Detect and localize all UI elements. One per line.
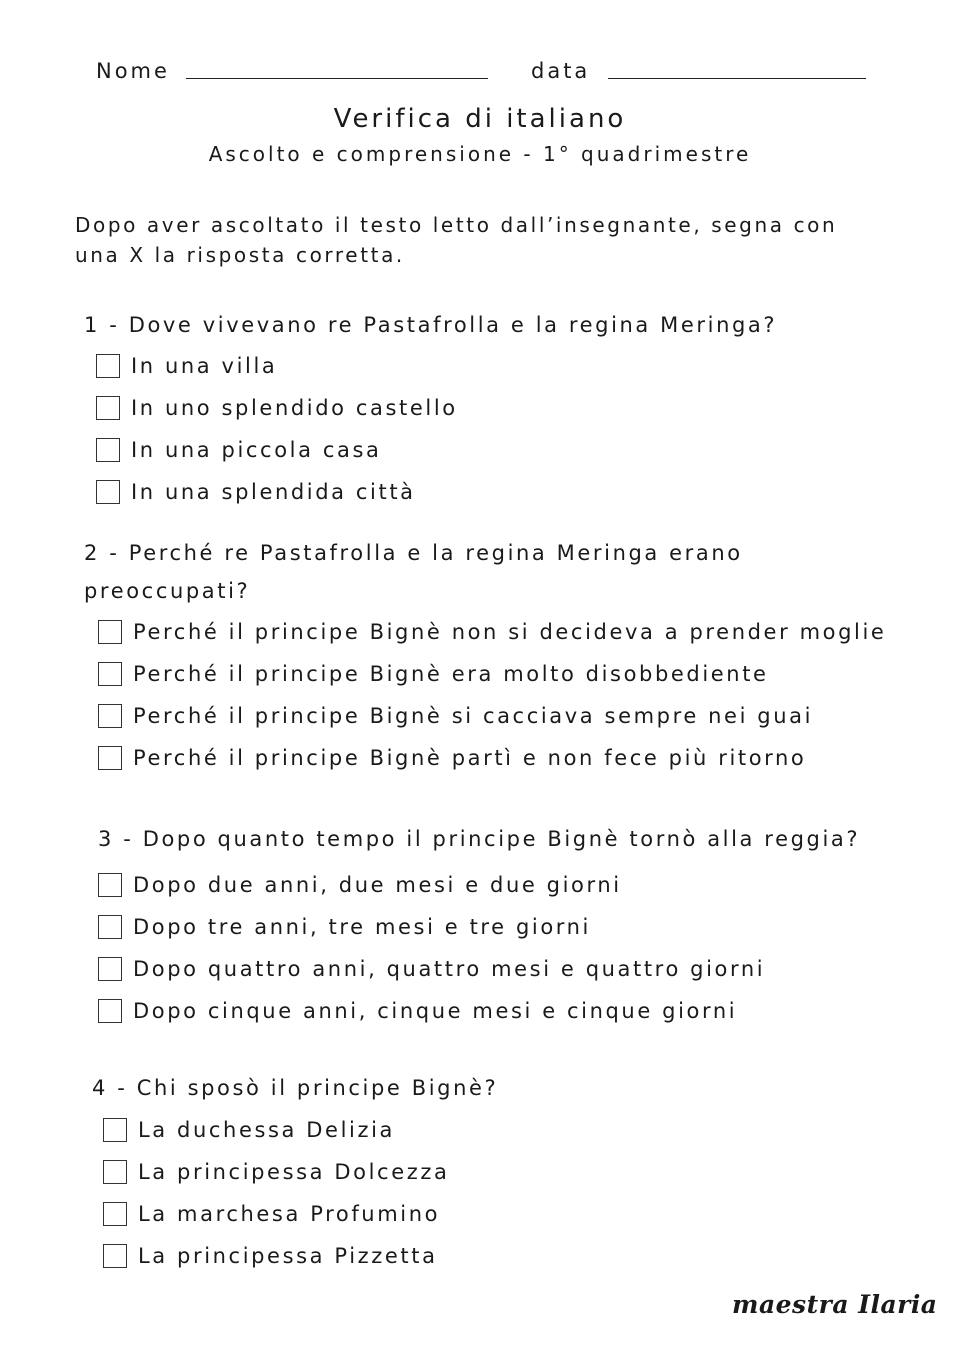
option-label: In una piccola casa xyxy=(131,438,382,462)
checkbox[interactable] xyxy=(98,873,122,897)
checkbox[interactable] xyxy=(96,438,120,462)
checkbox[interactable] xyxy=(98,999,122,1023)
checkbox[interactable] xyxy=(96,396,120,420)
question-3-option-4[interactable] xyxy=(98,999,737,1023)
option-label: Dopo due anni, due mesi e due giorni xyxy=(133,873,622,897)
question-3-option-1[interactable] xyxy=(98,873,622,897)
page-subtitle: Ascolto e comprensione - 1° quadrimestre xyxy=(208,142,752,166)
option-label: Dopo tre anni, tre mesi e tre giorni xyxy=(133,915,591,939)
checkbox[interactable] xyxy=(103,1118,127,1142)
question-4-option-2[interactable] xyxy=(103,1160,449,1184)
question-1-option-2[interactable] xyxy=(96,396,458,420)
option-label: Perché il principe Bignè non si decideva a prender moglie xyxy=(133,620,887,644)
option-label: La marchesa Profumino xyxy=(138,1202,441,1226)
question-2-text-line-1: 2 - Perché re Pastafrolla e la regina Meringa erano xyxy=(84,541,743,565)
checkbox[interactable] xyxy=(96,354,120,378)
question-2-text-line-2: preoccupati? xyxy=(84,579,251,603)
option-label: In una villa xyxy=(131,354,278,378)
question-2-option-3[interactable] xyxy=(98,704,813,728)
question-2-option-4[interactable] xyxy=(98,746,806,770)
checkbox[interactable] xyxy=(98,746,122,770)
question-3-text: 3 - Dopo quanto tempo il principe Bignè tornò alla reggia? xyxy=(98,827,861,851)
question-2-option-1[interactable] xyxy=(98,620,886,644)
option-label: Perché il principe Bignè era molto disobbediente xyxy=(133,662,769,686)
question-1-option-3[interactable] xyxy=(96,438,381,462)
checkbox[interactable] xyxy=(103,1202,127,1226)
date-field-line[interactable] xyxy=(608,78,866,79)
checkbox[interactable] xyxy=(103,1244,127,1268)
option-label: La principessa Pizzetta xyxy=(138,1244,438,1268)
option-label: La duchessa Delizia xyxy=(138,1118,395,1142)
question-4-option-4[interactable] xyxy=(103,1244,438,1268)
checkbox[interactable] xyxy=(96,480,120,504)
instructions-line-2: una X la risposta corretta. xyxy=(75,243,405,267)
name-field-line[interactable] xyxy=(186,78,488,79)
question-3-option-2[interactable] xyxy=(98,915,591,939)
question-4-option-1[interactable] xyxy=(103,1118,395,1142)
checkbox[interactable] xyxy=(98,620,122,644)
question-4-option-3[interactable] xyxy=(103,1202,440,1226)
question-3-option-3[interactable] xyxy=(98,957,765,981)
option-label: In uno splendido castello xyxy=(131,396,458,420)
date-label: data xyxy=(531,59,591,83)
option-label: Perché il principe Bignè partì e non fece più ritorno xyxy=(133,746,807,770)
checkbox[interactable] xyxy=(98,957,122,981)
question-4-text: 4 - Chi sposò il principe Bignè? xyxy=(92,1076,499,1100)
question-2-option-2[interactable] xyxy=(98,662,769,686)
author-signature: maestra Ilaria xyxy=(732,1290,938,1319)
checkbox[interactable] xyxy=(98,662,122,686)
option-label: Dopo quattro anni, quattro mesi e quattro giorni xyxy=(133,957,766,981)
checkbox[interactable] xyxy=(98,915,122,939)
instructions-line-1: Dopo aver ascoltato il testo letto dall’insegnante, segna con xyxy=(75,213,838,237)
question-1-text: 1 - Dove vivevano re Pastafrolla e la regina Meringa? xyxy=(84,313,778,337)
page-title: Verifica di italiano xyxy=(333,104,627,134)
checkbox[interactable] xyxy=(98,704,122,728)
option-label: Perché il principe Bignè si cacciava sempre nei guai xyxy=(133,704,814,728)
option-label: In una splendida città xyxy=(131,480,416,504)
question-1-option-1[interactable] xyxy=(96,354,277,378)
option-label: Dopo cinque anni, cinque mesi e cinque giorni xyxy=(133,999,738,1023)
checkbox[interactable] xyxy=(103,1160,127,1184)
name-label: Nome xyxy=(96,59,170,83)
question-1-option-4[interactable] xyxy=(96,480,416,504)
option-label: La principessa Dolcezza xyxy=(138,1160,450,1184)
